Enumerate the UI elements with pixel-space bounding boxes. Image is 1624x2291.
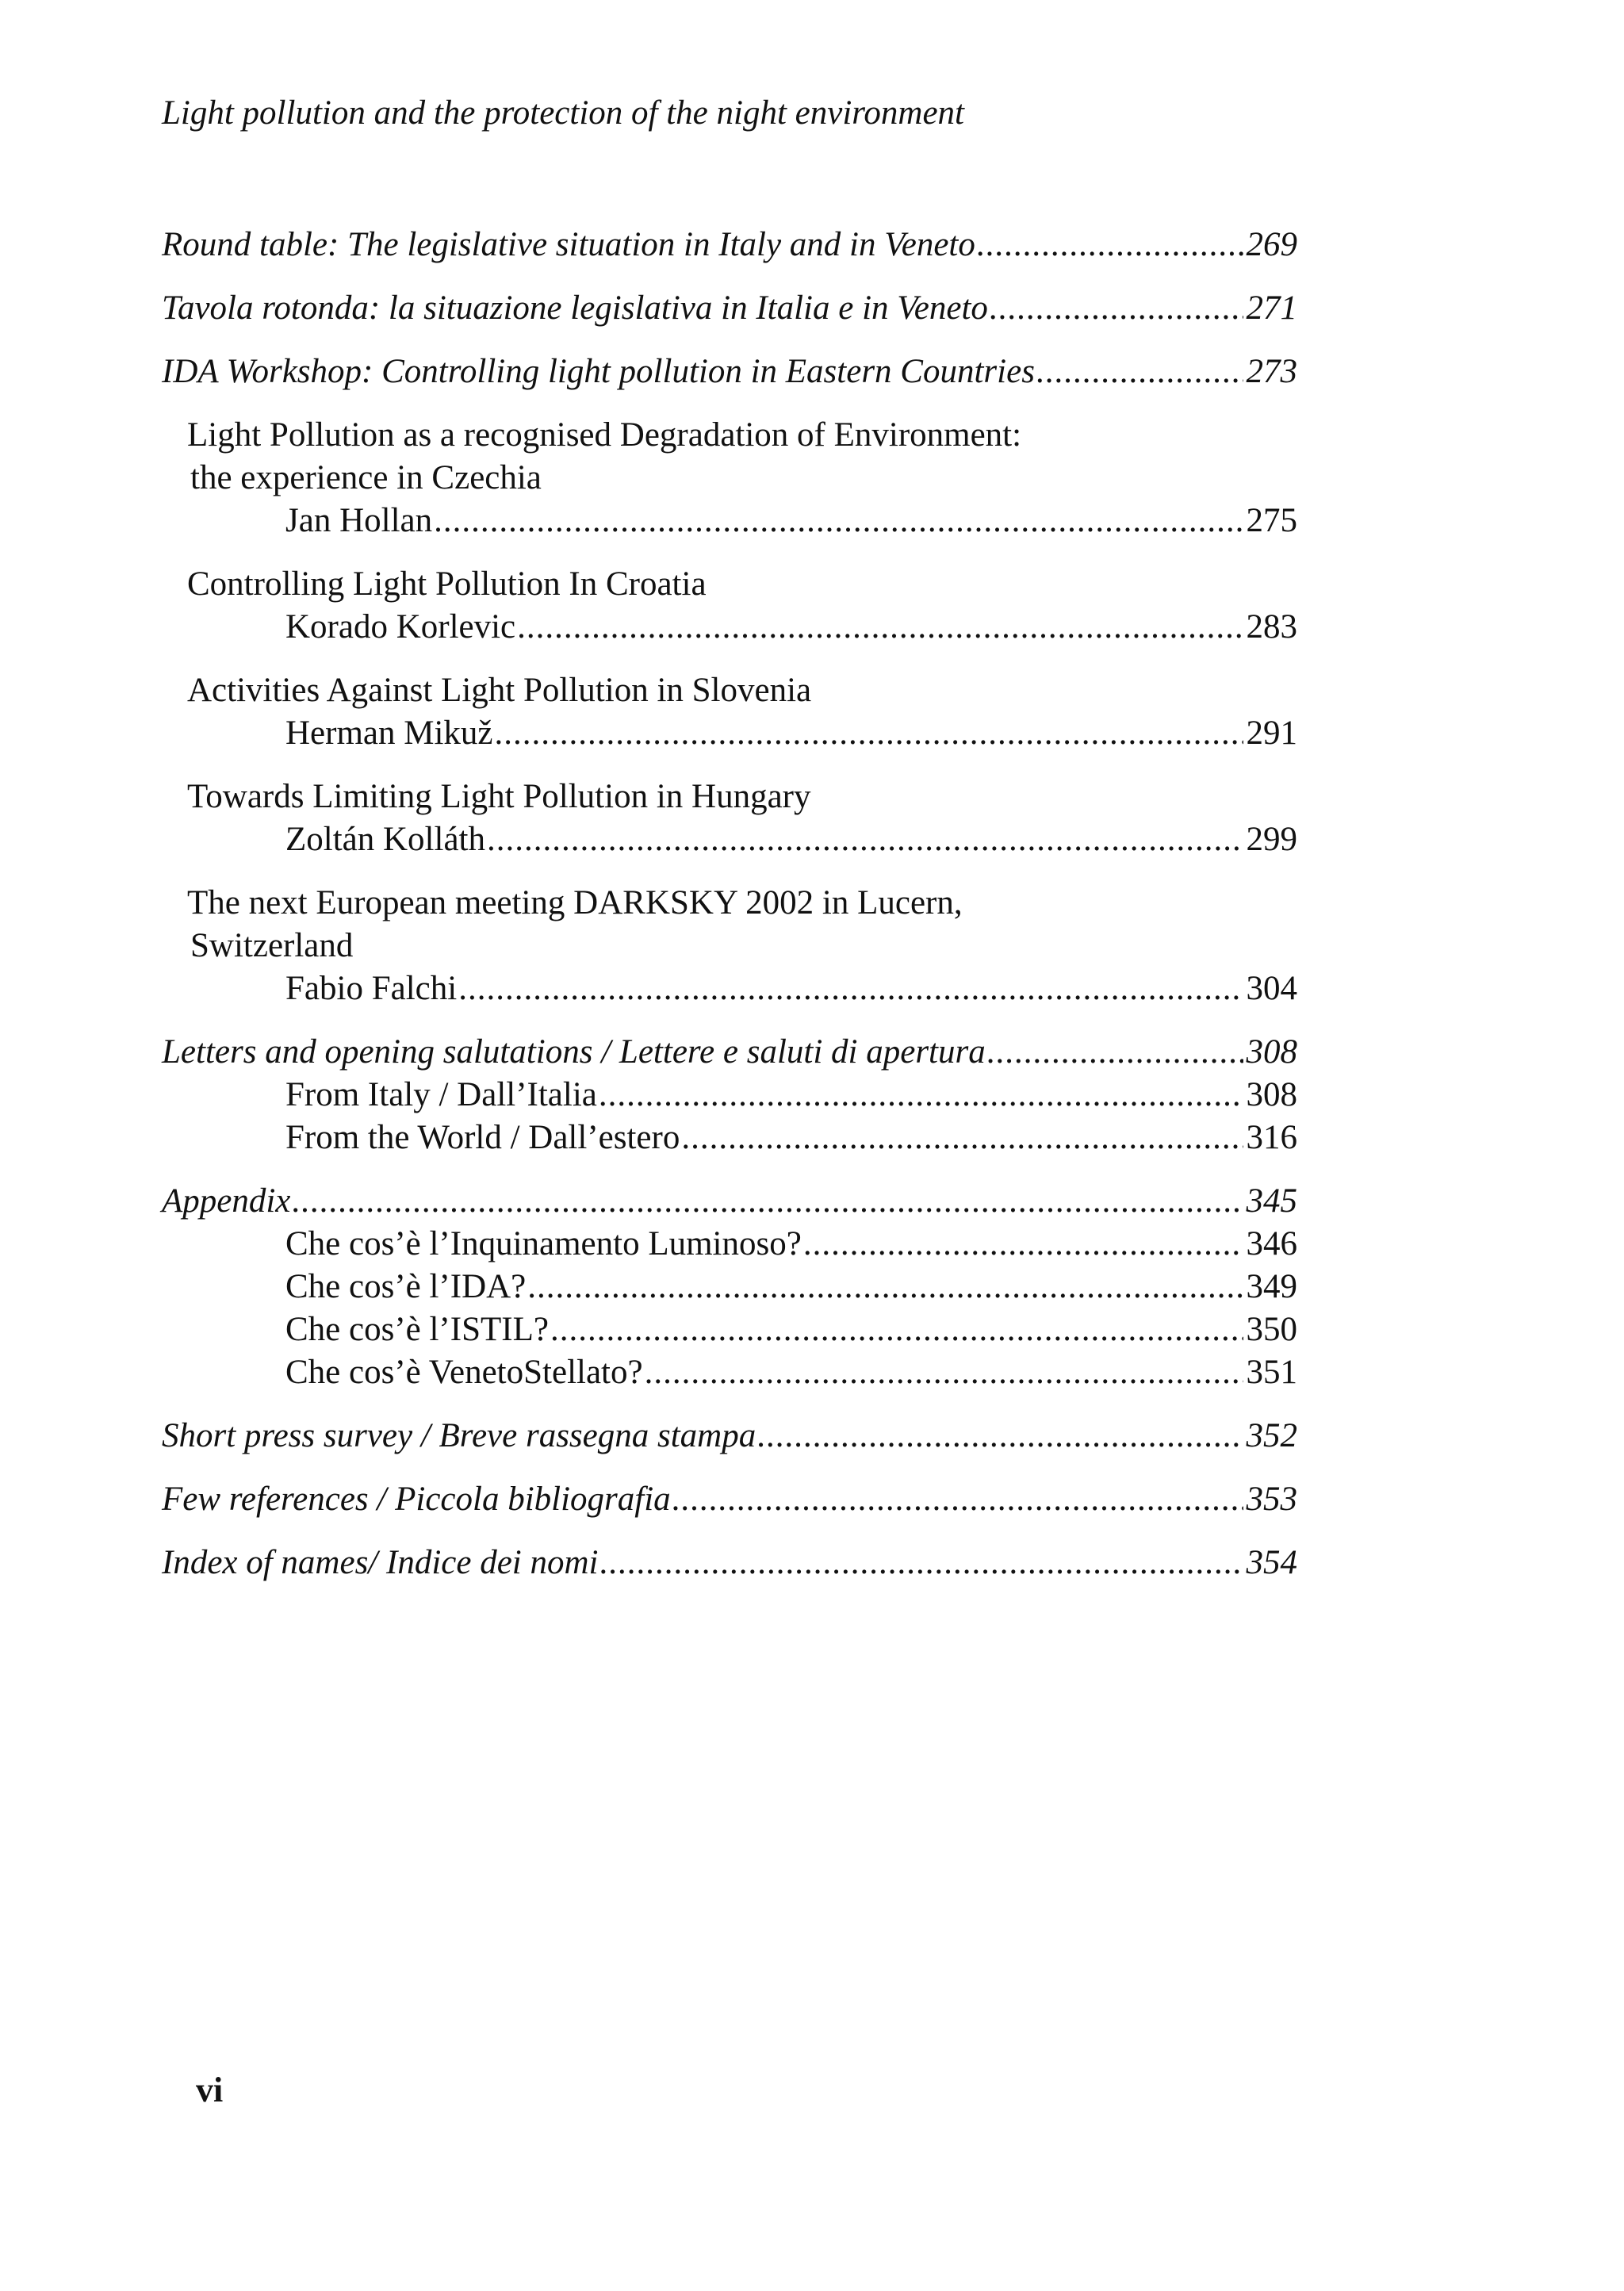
toc-entry-title: Appendix: [162, 1182, 291, 1220]
toc-author-entry[interactable]: [162, 818, 1297, 861]
toc-subentry-title: From Italy / Dall’Italia: [285, 1076, 597, 1113]
toc-author: Fabio Falchi: [285, 970, 458, 1007]
toc-page-number: 291: [1246, 715, 1297, 752]
toc-subentry-title: Che cos’è l’Inquinamento Luminoso?: [285, 1225, 802, 1262]
toc-subentry[interactable]: [162, 1308, 1297, 1351]
toc-page-number: 352: [1246, 1417, 1297, 1454]
toc-page-number: 316: [1246, 1119, 1297, 1156]
toc-subentry[interactable]: [162, 1266, 1297, 1308]
dot-leader: [977, 224, 1243, 266]
toc-author-entry[interactable]: [162, 606, 1297, 649]
toc-author: Herman Mikuž: [285, 715, 493, 752]
toc-author-entry[interactable]: [162, 967, 1297, 1010]
toc-author: Zoltán Kolláth: [285, 821, 485, 858]
dot-leader: [434, 500, 1243, 542]
toc-subentry-title: Towards Limiting Light Pollution in Hungary: [187, 778, 811, 815]
toc-entry[interactable]: [162, 351, 1297, 393]
toc-entry[interactable]: [162, 1478, 1297, 1521]
toc-subentry-title: Controlling Light Pollution In Croatia: [187, 565, 707, 603]
toc-page-number: 346: [1246, 1225, 1297, 1262]
toc-entry[interactable]: [162, 1542, 1297, 1584]
toc-page-number: 304: [1246, 970, 1297, 1007]
dot-leader: [1036, 351, 1243, 393]
dot-leader: [292, 1180, 1243, 1223]
dot-leader: [757, 1415, 1243, 1458]
toc-subentry-title: From the World / Dall’estero: [285, 1119, 680, 1156]
toc-subentry[interactable]: [162, 1223, 1297, 1266]
toc-entry[interactable]: [162, 287, 1297, 330]
dot-leader: [803, 1223, 1243, 1266]
toc-subentry-title-cont: Switzerland: [190, 927, 354, 964]
dot-leader: [527, 1266, 1243, 1308]
toc-page-number: 351: [1246, 1354, 1297, 1391]
toc-subentry-title: Activities Against Light Pollution in Slovenia: [187, 672, 812, 709]
toc-author: Korado Korlevic: [285, 608, 516, 646]
toc-entry[interactable]: [162, 1180, 1297, 1223]
dot-leader: [550, 1308, 1243, 1351]
toc-entry-title: Tavola rotonda: la situazione legislativa in Italia e in Veneto: [162, 289, 988, 327]
toc-subentry-title: Light Pollution as a recognised Degradation of Environment:: [187, 416, 1022, 454]
toc-entry-title: Few references / Piccola bibliografia: [162, 1481, 671, 1518]
dot-leader: [672, 1478, 1243, 1521]
toc-author: Jan Hollan: [285, 502, 433, 539]
toc-entry-title: Short press survey / Breve rassegna stampa: [162, 1417, 756, 1454]
toc-subentry[interactable]: [162, 1117, 1297, 1159]
toc-subentry-title: Che cos’è VenetoStellato?: [285, 1354, 643, 1391]
toc-entry-title: IDA Workshop: Controlling light pollution in Eastern Countries: [162, 353, 1035, 390]
dot-leader: [990, 287, 1243, 330]
page-number: vi: [196, 2071, 224, 2109]
dot-leader: [987, 1031, 1243, 1074]
toc-page-number: 271: [1246, 289, 1297, 327]
dot-leader: [681, 1117, 1243, 1159]
toc-page-number: 308: [1246, 1033, 1297, 1071]
toc-entry-title: Letters and opening salutations / Lettere e saluti di apertura: [162, 1033, 986, 1071]
dot-leader: [599, 1542, 1243, 1584]
dot-leader: [495, 712, 1243, 755]
toc-page-number: 353: [1246, 1481, 1297, 1518]
toc-page-number: 308: [1246, 1076, 1297, 1113]
dot-leader: [487, 818, 1243, 861]
dot-leader: [458, 967, 1243, 1010]
toc-subentry-title: Che cos’è l’IDA?: [285, 1268, 527, 1305]
toc-subentry-title: The next European meeting DARKSKY 2002 in Lucern,: [187, 884, 963, 921]
dot-leader: [517, 606, 1243, 649]
toc-page-number: 269: [1246, 226, 1297, 263]
toc-page-number: 354: [1246, 1544, 1297, 1581]
toc-page-number: 283: [1246, 608, 1297, 646]
toc-page-number: 345: [1246, 1182, 1297, 1220]
toc-entry[interactable]: [162, 1415, 1297, 1458]
toc-subentry-title: Che cos’è l’ISTIL?: [285, 1311, 549, 1348]
toc-author-entry[interactable]: [162, 500, 1297, 542]
dot-leader: [599, 1074, 1243, 1117]
toc-page-number: 273: [1246, 353, 1297, 390]
running-header: Light pollution and the protection of the night environment: [162, 94, 964, 132]
toc-subentry[interactable]: [162, 1351, 1297, 1394]
toc-author-entry[interactable]: [162, 712, 1297, 755]
table-of-contents: [162, 224, 1297, 1584]
toc-page-number: 349: [1246, 1268, 1297, 1305]
toc-subentry[interactable]: [162, 1074, 1297, 1117]
toc-entry-title: Round table: The legislative situation in Italy and in Veneto: [162, 226, 975, 263]
toc-entry[interactable]: [162, 224, 1297, 266]
toc-entry-title: Index of names/ Indice dei nomi: [162, 1544, 599, 1581]
toc-page-number: 299: [1246, 821, 1297, 858]
toc-page-number: 275: [1246, 502, 1297, 539]
dot-leader: [645, 1351, 1243, 1394]
toc-page-number: 350: [1246, 1311, 1297, 1348]
toc-entry[interactable]: [162, 1031, 1297, 1074]
toc-subentry-title-cont: the experience in Czechia: [190, 459, 542, 496]
